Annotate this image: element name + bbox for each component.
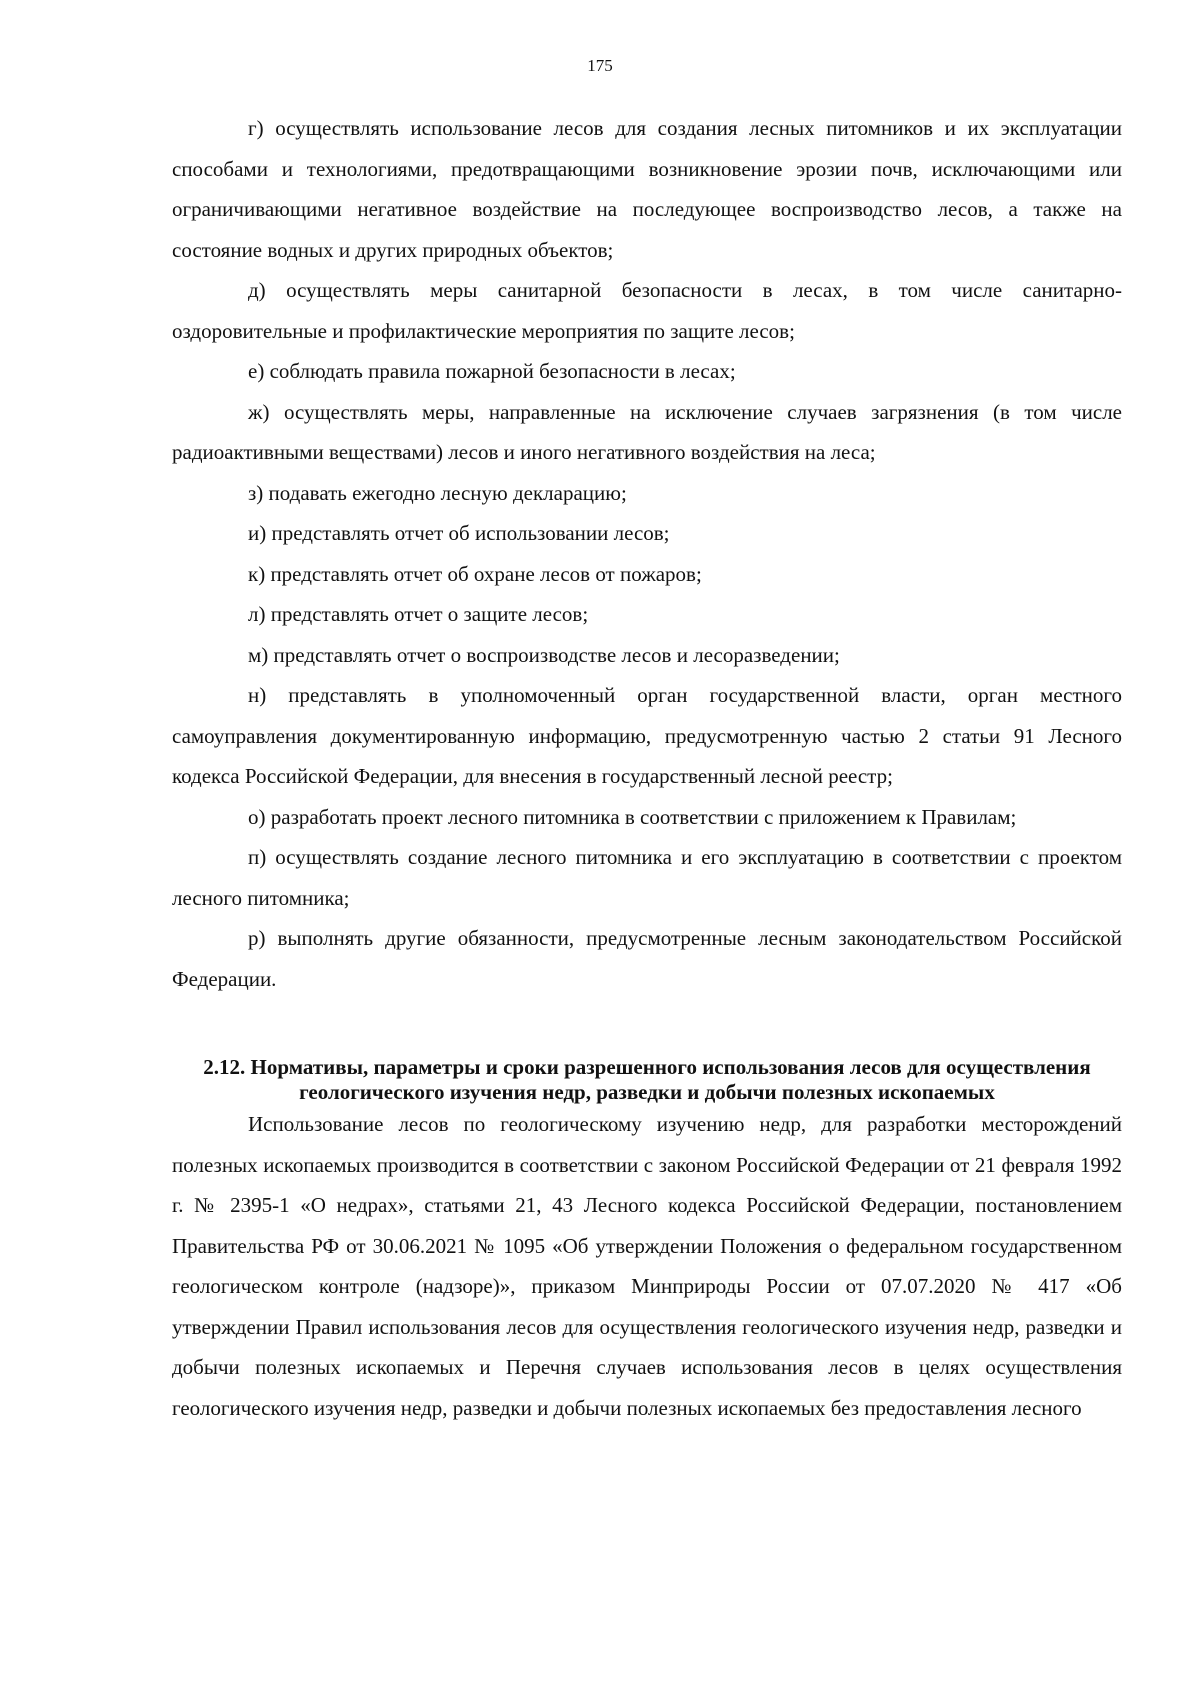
obligations-list [172,108,1122,999]
document-body [172,108,1122,1428]
list-item-g: г) осуществлять использование лесов для создания лесных питомников и их эксплуатации способами и технологиями, предотвращающими возникновение эрозии почв, исключающими или ограничивающими негативное воздействие на последующее воспроизводство лесов, а также на состояние водных и других природных объектов; [172,116,1122,262]
list-item-d: д) осуществлять меры санитарной безопасности в лесах, в том числе санитарно-оздоровительные и профилактические мероприятия по защите лесов; [172,278,1122,343]
page-number: 175 [587,56,613,75]
section-paragraph: Использование лесов по геологическому изучению недр, для разработки месторождений полезных ископаемых производится в соответствии с законом Российской Федерации от 21 февраля 1992 г. № 2395-1 «О недрах», статьями 21, 43 Лесного кодекса Российской Федерации, постановлением Правительства РФ от 30.06.2021 № 1095 «Об утверждении Положения о федеральном государственном геологическом контроле (надзоре)», приказом Минприроды России от 07.07.2020 № 417 «Об утверждении Правил использования лесов для осуществления геологического изучения недр, разведки и добычи полезных ископаемых и Перечня случаев использования лесов в целях осуществления геологического изучения недр, разведки и добычи полезных ископаемых без предоставления лесного [172,1112,1122,1420]
section-heading: 2.12. Нормативы, параметры и сроки разрешенного использования лесов для осуществления геологического изучения недр, разведки и добычи полезных ископаемых [203,1055,1091,1104]
list-item-z: з) подавать ежегодно лесную декларацию; [248,480,627,505]
list-item-i: и) представлять отчет об использовании лесов; [248,521,670,545]
list-item-zh: ж) осуществлять меры, направленные на исключение случаев загрязнения (в том числе радиоактивными веществами) лесов и иного негативного воздействия на леса; [172,399,1122,464]
list-item-k: к) представлять отчет об охране лесов от пожаров; [248,561,702,586]
list-item-e: е) соблюдать правила пожарной безопасности в лесах; [248,359,736,383]
list-item-r: р) выполнять другие обязанности, предусмотренные лесным законодательством Российской Федерации. [172,926,1122,991]
section-body [172,1104,1122,1428]
list-item-m: м) представлять отчет о воспроизводстве лесов и лесоразведении; [248,642,840,667]
list-item-o: о) разработать проект лесного питомника в соответствии с приложением к Правилам; [248,804,1017,829]
list-item-p: п) осуществлять создание лесного питомника и его эксплуатацию в соответствии с проектом лесного питомника; [172,845,1122,910]
list-item-n: н) представлять в уполномоченный орган государственной власти, орган местного самоуправления документированную информацию, предусмотренную частью 2 статьи 91 Лесного кодекса Российской Федерации, для внесения в государственный лесной реестр; [172,683,1122,788]
list-item-l: л) представлять отчет о защите лесов; [248,602,589,626]
